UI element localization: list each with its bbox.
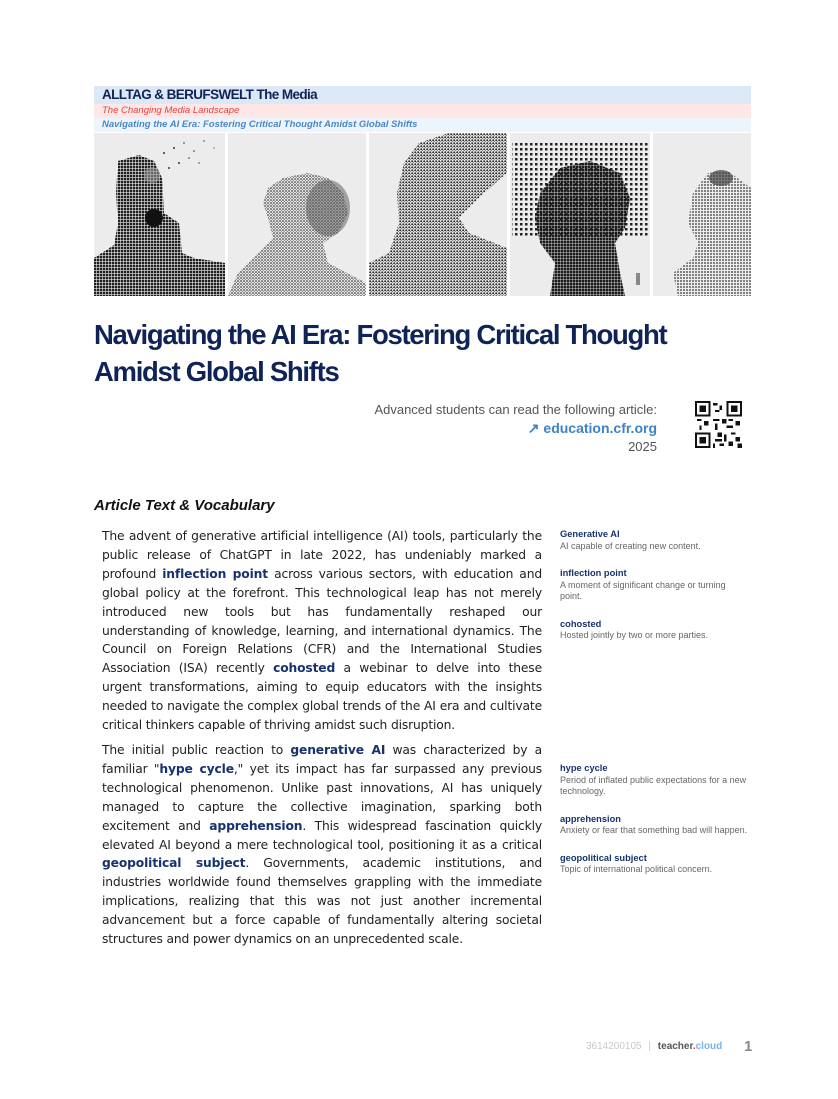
brand-logo <box>658 1041 722 1052</box>
text-segment: The advent of generative artificial intelligence (AI) tools, particularly the public release of ChatGPT in late 2022, has undeniably marked a profound <box>102 529 542 581</box>
text-segment: a webinar to delve into these urgent transformations, aiming to equip educators with the insights needed to navigate the complex global trends of the AI era and cultivate critical thinkers capable of thriving amidst such disruption. <box>102 661 542 733</box>
image-panel-5 <box>653 133 751 296</box>
glossary-term: hype cycle <box>560 763 608 773</box>
unit-title: The Changing Media Landscape <box>94 104 751 118</box>
source-year: 2025 <box>628 439 657 454</box>
glossary-definition: A moment of significant change or turning point. <box>560 579 726 601</box>
section-heading: Article Text & Vocabulary <box>94 497 275 514</box>
article-paragraph-2 <box>102 741 542 949</box>
source-link-text: education.cfr.org <box>543 420 657 436</box>
article-paragraph-1 <box>102 527 542 735</box>
brand-cloud: cloud <box>695 1041 723 1052</box>
vocab-term-inflection-point: inflection point <box>162 566 268 581</box>
image-panel-3 <box>369 133 507 296</box>
glossary-term: apprehension <box>560 813 621 824</box>
external-link-icon: ↗ <box>527 420 540 436</box>
image-panel-2 <box>228 133 366 296</box>
source-prompt: Advanced students can read the following article: <box>374 402 657 417</box>
glossary-item <box>560 853 750 876</box>
page-footer <box>586 1041 722 1052</box>
category-title: ALLTAG & BERUFSWELT The Media <box>94 86 751 104</box>
qr-code-icon[interactable] <box>695 401 742 448</box>
glossary-group-1 <box>560 529 750 658</box>
glossary-item <box>560 529 750 552</box>
article-title: Navigating the AI Era: Fostering Critical Thought Amidst Global Shifts <box>94 319 667 387</box>
glossary-term: Generative AI <box>560 529 620 539</box>
image-panel-4 <box>510 133 650 296</box>
text-segment: ," yet its impact has far surpassed any previous technological phenomenon. Unlike past innovations, AI has uniquely managed to capture the collective imagination, sparking both excitement and <box>102 761 542 833</box>
glossary-definition: AI capable of creating new content. <box>560 540 701 551</box>
vocab-term-apprehension: apprehension <box>209 818 303 833</box>
header-image-strip <box>94 133 751 296</box>
glossary-definition: Period of inflated public expectations for a new technology. <box>560 774 747 796</box>
document-code: 3614200105 <box>586 1041 642 1052</box>
text-segment: . This widespread fascination quickly elevated AI beyond a mere technological tool, positioning it as a critical <box>102 818 542 852</box>
text-segment: across various sectors, with education and global policy at the forefront. This technological leap has not merely introduced new tools but has fundamentally reshaped our understanding of knowledge, learning, and international dynamics. The Council on Foreign Relations (CFR) and the International Studies Association (ISA) recently <box>102 566 542 676</box>
footer-separator: | <box>648 1041 652 1052</box>
glossary-item <box>560 568 750 603</box>
glossary-term: geopolitical subject <box>560 852 647 863</box>
glossary-group-2 <box>560 763 750 892</box>
vocab-term-hype-cycle: hype cycle <box>159 761 234 776</box>
source-box <box>374 401 657 456</box>
glossary-term: inflection point <box>560 568 627 578</box>
page-number: 1 <box>744 1038 753 1055</box>
glossary-term: cohosted <box>560 618 602 629</box>
lesson-header <box>94 86 751 132</box>
image-panel-1 <box>94 133 225 296</box>
text-segment: The initial public reaction to <box>102 742 291 757</box>
text-segment: . Governments, academic institutions, and industries worldwide found themselves grappling with the immediate implications, realizing that this was not just another incremental advancement but a force capable of fundamentally altering societal structures and power dynamics on an unprecedented scale. <box>102 856 542 947</box>
vocab-term-geopolitical-subject: geopolitical subject <box>102 856 246 871</box>
glossary-definition: Hosted jointly by two or more parties. <box>560 630 709 640</box>
vocab-term-generative-ai: generative AI <box>290 742 386 757</box>
glossary-item <box>560 763 750 798</box>
glossary-item <box>560 814 750 837</box>
article-body <box>102 527 542 955</box>
vocab-term-cohosted: cohosted <box>273 661 336 676</box>
source-link[interactable] <box>528 420 657 436</box>
lesson-title: Navigating the AI Era: Fostering Critical Thought Amidst Global Shifts <box>94 118 751 132</box>
glossary-definition: Anxiety or fear that something bad will happen. <box>560 825 748 835</box>
brand-dot: . <box>692 1041 696 1052</box>
glossary-item <box>560 619 750 642</box>
brand-main: teacher <box>657 1041 693 1052</box>
text-segment: was characterized by a familiar " <box>102 742 542 776</box>
glossary-definition: Topic of international political concern. <box>560 864 713 874</box>
